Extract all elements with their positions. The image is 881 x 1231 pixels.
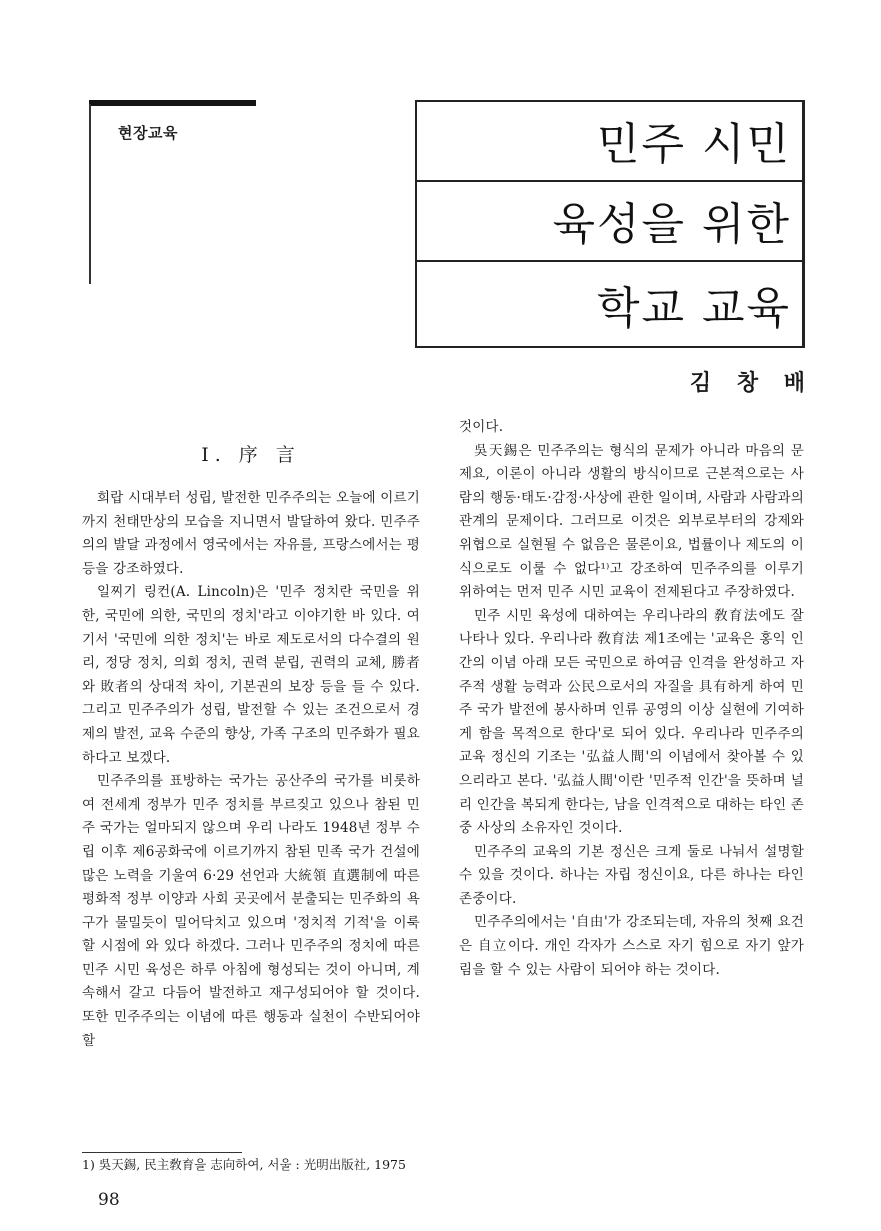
paragraph: 吳天錫은 민주주의는 형식의 문제가 아니라 마음의 문제요, 이론이 아니라 생활의 방식이므로 근본적으로는 사람의 행동·태도·감정·사상에 관한 일이며, 사람과 사람과의 관계의 문제이다. 그러므로 이것은 외부로부터의 강제와 위협으로 실현될 수 없음은 물론이요, 법률이나 제도의 이식으로도 이룰 수 없다¹⁾고 강조하여 민주주의를 이루기 위하여는 먼저 민주 시민 교육이 전제된다고 주장하였다.: [459, 442, 804, 601]
paragraph: 일찌기 링컨(A. Lincoln)은 '민주 정치란 국민을 위한, 국민에 의한, 국민의 정치'라고 이야기한 바 있다. 여기서 '국민에 의한 정치'는 바로 제도로서의 다수결의 원리, 정당 정치, 의회 정치, 권력 분립, 권력의 교체, 勝者와 敗者의 상대적 차이, 기본권의 보장 등을 들 수 있다. 그리고 민주주의가 성립, 발전할 수 있는 조건으로서 경제의 발전, 교육 수준의 향상, 가족 구조의 민주화가 필요하다고 보겠다.: [82, 584, 420, 766]
paragraph: 민주 시민 육성에 대하여는 우리나라의 敎育法에도 잘 나타나 있다. 우리나라 敎育法 제1조에는 '교육은 홍익 인간의 이념 아래 모든 국민으로 하여금 인격을 완성하고 자주적 생활 능력과 公民으로서의 자질을 具有하게 하여 민주 국가 발전에 봉사하며 인류 공영의 이상 실현에 기여하게 함을 목적으로 한다'로 되어 있다. 우리나라 민주주의 교육 정신의 기조는 '弘益人間'의 이념에서 찾아볼 수 있으리라고 본다. '弘益人間'이란 '민주적 인간'을 뜻하며 널리 인간을 복되게 한다는, 남을 인격적으로 대하는 타인 존중 사상의 소유자인 것이다.: [459, 607, 804, 837]
title-row-2: [415, 182, 805, 262]
title-line-2: 육성을 위한: [552, 199, 791, 250]
page-number: 98: [98, 1190, 120, 1210]
right-column: [459, 416, 804, 982]
title-box: [415, 100, 805, 348]
title-line-1: 민주 시민: [596, 119, 791, 170]
author-name: 김 창 배: [689, 371, 805, 396]
footnote: 1) 吳天錫, 民主敎育을 志向하여, 서울 : 光明出版社, 1975: [82, 1157, 406, 1172]
section-heading: Ⅰ. 序 言: [201, 444, 301, 466]
footnote-rule: [82, 1152, 242, 1153]
header-accent-bar: [89, 100, 256, 106]
paragraph: 것이다.: [459, 419, 504, 435]
title-line-3: 학교 교육: [596, 283, 791, 334]
paragraph: 민주주의 교육의 기본 정신은 크게 둘로 나눠서 설명할 수 있을 것이다. 하나는 자립 정신이요, 다른 하나는 타인 존중이다.: [459, 843, 804, 907]
paragraph: 희랍 시대부터 성립, 발전한 민주주의는 오늘에 이르기까지 천태만상의 모습을 지니면서 발달하여 왔다. 민주주의의 발달 과정에서 영국에서는 자유를, 프랑스에서는 평등을 강조하였다.: [82, 490, 420, 577]
title-row-3: [415, 262, 805, 344]
section-label: 현장교육: [118, 124, 178, 142]
paragraph: 민주주의에서는 '自由'가 강조되는데, 자유의 첫째 요건은 自立이다. 개인 각자가 스스로 자기 힘으로 자기 앞가림을 할 수 있는 사람이 되어야 하는 것이다.: [459, 914, 804, 978]
left-column: [82, 487, 420, 1053]
paragraph: 민주주의를 표방하는 국가는 공산주의 국가를 비롯하여 전세계 정부가 민주 정치를 부르짖고 있으나 참된 민주 국가는 얼마되지 않으며 우리 나라도 1948년 정부 수립 이후 제6공화국에 이르기까지 참된 민족 국가 건설에 많은 노력을 기울여 6·29 선언과 大統領 直選制에 따른 평화적 정부 이양과 사회 곳곳에서 분출되는 민주화의 욕구가 물밀듯이 밀어닥치고 있으며 '정치적 기적'을 이룩할 시점에 와 있다 하겠다. 그러나 민주주의 정치에 따른 민주 시민 육성은 하루 아침에 형성되는 것이 아니며, 계속해서 갈고 다듬어 발전하고 재구성되어야 할 것이다. 또한 민주주의는 이념에 따른 행동과 실천이 수반되어야 할: [82, 773, 420, 1049]
header-left-rule: [89, 104, 91, 284]
title-row-1: [415, 102, 805, 182]
